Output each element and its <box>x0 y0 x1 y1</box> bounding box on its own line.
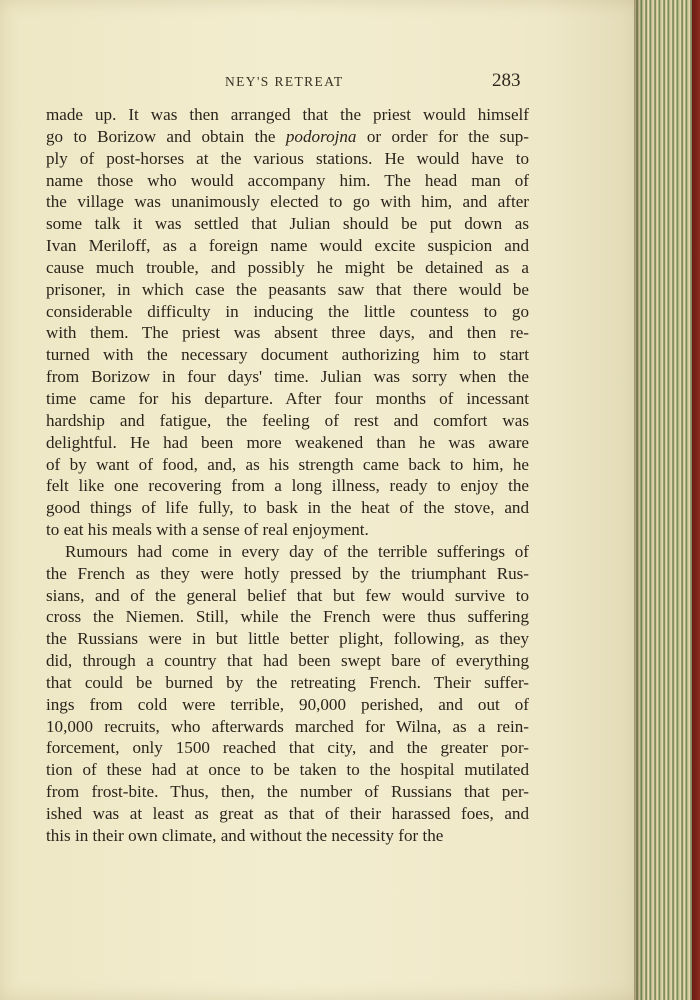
text-line: cross the Niemen. Still, while the French were thus suffering <box>46 607 529 627</box>
text-line: go to Borizow and obtain the podorojna or order for the sup- <box>46 126 529 146</box>
body-text <box>46 104 529 847</box>
text-line: the Russians were in but little better plight, following, as they <box>46 629 529 649</box>
text-line: 10,000 recruits, who afterwards marched for Wilna, as a rein- <box>46 716 529 736</box>
text-line: Ivan Meriloff, as a foreign name would excite suspicion and <box>46 236 529 256</box>
text-line: prisoner, in which case the peasants saw that there would be <box>46 279 529 299</box>
text-line: from frost-bite. Thus, then, the number of Russians that per- <box>46 782 529 802</box>
page-number: 283 <box>492 70 521 91</box>
text-line: time came for his departure. After four months of incessant <box>46 388 529 408</box>
page-edges <box>634 0 700 1000</box>
text-line: the village was unanimously elected to go with him, and after <box>46 192 529 212</box>
text-line: ings from cold were terrible, 90,000 perished, and out of <box>46 694 529 714</box>
text-line: delightful. He had been more weakened than he was aware <box>46 432 529 452</box>
text-line: ply of post-horses at the various stations. He would have to <box>46 148 529 168</box>
text-line: sians, and of the general belief that but few would survive to <box>46 585 529 605</box>
text-line: turned with the necessary document authorizing him to start <box>46 345 529 365</box>
italic-term: podorojna <box>285 126 357 146</box>
text-line: good things of life fully, to bask in the heat of the stove, and <box>46 498 529 518</box>
book-cover-edge <box>692 0 700 1000</box>
text-line: of by want of food, and, as his strength came back to him, he <box>46 454 529 474</box>
text-line: forcement, only 1500 reached that city, and the greater por- <box>46 738 529 758</box>
text-line: made up. It was then arranged that the priest would himself <box>46 105 529 124</box>
text-line: to eat his meals with a sense of real enjoyment. <box>46 520 369 540</box>
text-line: cause much trouble, and possibly he might be detained as a <box>46 257 529 277</box>
text-line: tion of these had at once to be taken to the hospital mutilated <box>46 760 529 780</box>
text-line: the French as they were hotly pressed by the triumphant Rus- <box>46 563 529 583</box>
running-title: NEY'S RETREAT <box>225 74 344 89</box>
text-line: that could be burned by the retreating French. Their suffer- <box>46 672 529 692</box>
text-line: considerable difficulty in inducing the little countess to go <box>46 301 529 321</box>
running-head <box>0 72 625 94</box>
text-line: this in their own climate, and without the necessity for the <box>46 825 444 845</box>
text-line: hardship and fatigue, the feeling of rest and comfort was <box>46 410 529 430</box>
text-line: ished was at least as great as that of their harassed foes, and <box>46 804 529 823</box>
text-line: some talk it was settled that Julian should be put down as <box>46 214 529 234</box>
text-line: felt like one recovering from a long illness, ready to enjoy the <box>46 476 529 496</box>
text-line: with them. The priest was absent three days, and then re- <box>46 323 529 343</box>
text-line: name those who would accompany him. The head man of <box>46 170 529 190</box>
text-line: from Borizow in four days' time. Julian was sorry when the <box>46 367 529 387</box>
text-line: did, through a country that had been swept bare of everything <box>46 651 529 671</box>
text-line: Rumours had come in every day of the terrible sufferings of <box>65 541 529 561</box>
